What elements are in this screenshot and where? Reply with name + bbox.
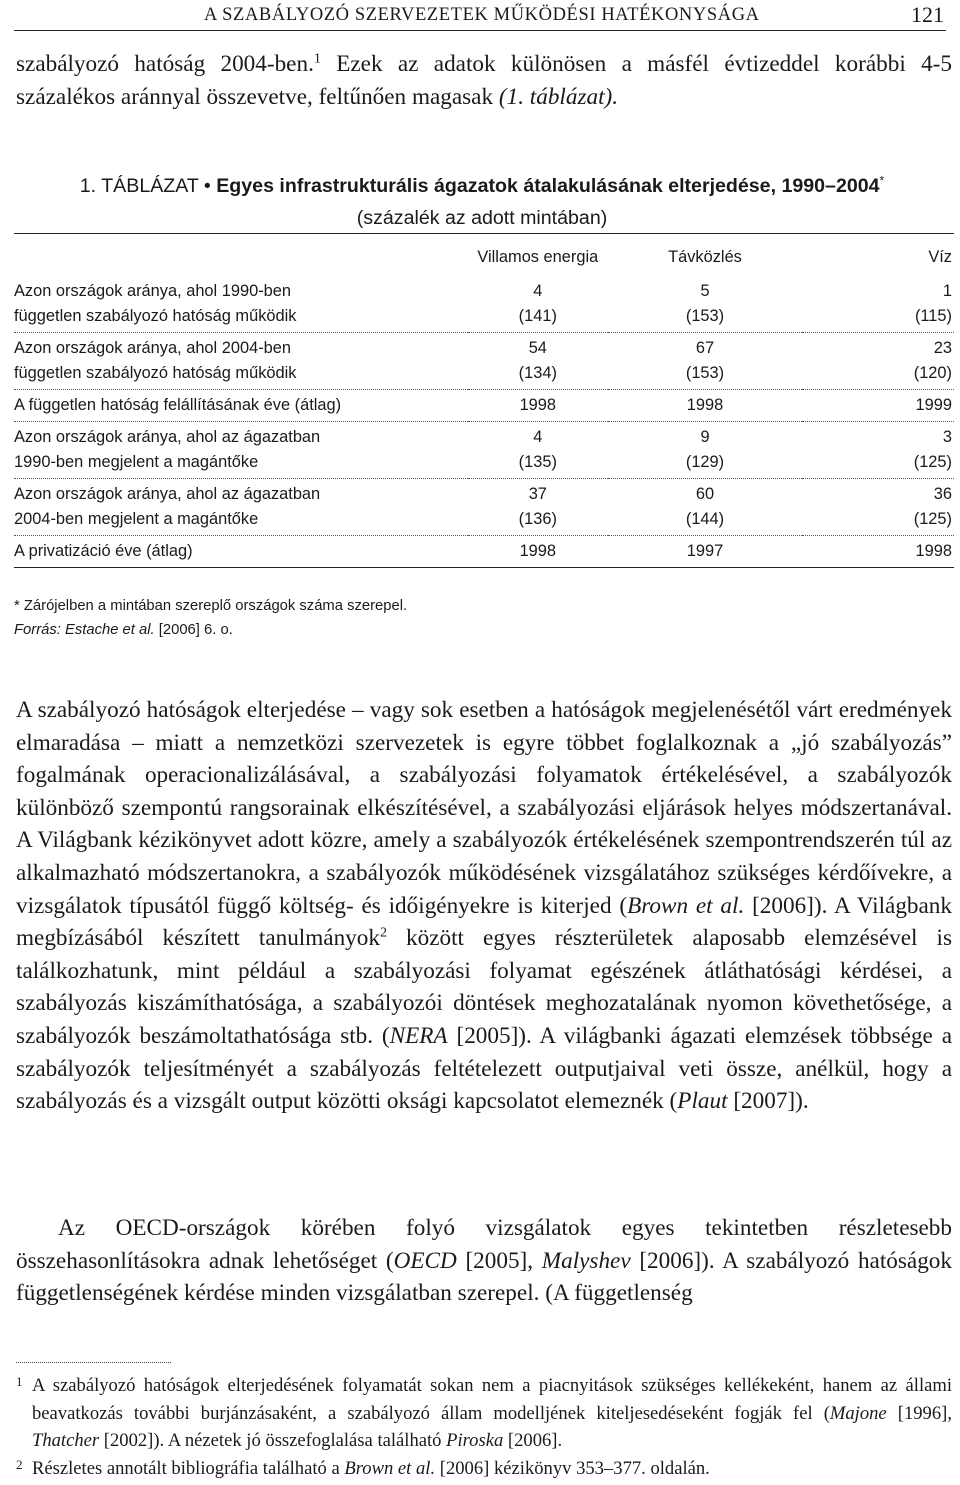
table-row — [14, 422, 954, 479]
source-label: Forrás: Estache et al. — [14, 622, 155, 638]
cell: 23 (120) — [802, 333, 954, 390]
citation: Brown et al. — [627, 892, 745, 919]
caption-star: * — [879, 173, 885, 188]
caption-subtitle: (százalék az adott mintában) — [356, 207, 608, 229]
cell: 67 (153) — [608, 333, 803, 390]
running-title: A SZABÁLYOZÓ SZERVEZETEK MŰKÖDÉSI HATÉKONYSÁGA — [204, 5, 760, 25]
caption-title: Egyes infrastrukturális ágazatok átalakulásának elterjedése, 1990–2004 — [216, 175, 880, 197]
paragraph-intro — [16, 48, 952, 113]
column-header-water: Víz — [928, 248, 952, 266]
cell: 54 (134) — [468, 333, 608, 390]
cell: 5 (153) — [685, 282, 725, 325]
table-row — [14, 390, 954, 422]
cell: 1997 — [608, 536, 803, 568]
cell: 4 (135) — [468, 422, 608, 479]
cell: 1998 — [802, 536, 954, 568]
caption-prefix: 1. TÁBLÁZAT • — [79, 175, 217, 197]
text: Ezek az adatok különösen a másfél évtizeddel korábbi 4-5 százalékos aránnyal összevetve, feltűnően magasak — [16, 51, 952, 110]
cell: 37 (136) — [468, 479, 608, 536]
table-row — [14, 479, 954, 536]
cell: 1 (115) — [914, 282, 952, 325]
column-header-electricity: Villamos energia — [477, 248, 599, 266]
cell: 3 (125) — [802, 422, 954, 479]
data-table — [14, 233, 954, 568]
header-empty — [14, 234, 468, 277]
footnote-2: 2 Részletes annotált bibliográfia található a Brown et al. [2006] kézikönyv 353–377. oldalán. — [16, 1455, 952, 1483]
footnote-ref[interactable]: 1 — [313, 51, 321, 67]
row-label: Azon országok aránya, ahol az ágazatban 1990-ben megjelent a magántőke — [14, 422, 468, 479]
footnote-1: 1 A szabályozó hatóságok elterjedésének folyamatát sokan nem a piacnyitások szükséges kellékeként, hanem az állami beavatkozás további burjánzásaként, a szabályozó állam modelljének kiteljesedéseként fogják fel (Majone [1996], Thatcher [2002]). A nézetek jó összefoglalása található Piroska [2006]. — [16, 1372, 952, 1455]
cell: 1999 — [802, 390, 954, 422]
citation: Brown et al. — [344, 1457, 436, 1479]
paragraph-oecd: Az OECD-országok körében folyó vizsgálatok egyes tekintetben részletesebb összehasonlításokra adnak lehetőséget (OECD [2005], Malyshev [2006]). A szabályozó hatóságok függetlenségének kérdése minden vizsgálatban szerepel. (A függetlenség — [16, 1215, 952, 1307]
table-source — [14, 618, 407, 642]
cell: 4 (141) — [518, 282, 557, 325]
citation: Thatcher — [32, 1430, 100, 1451]
citation: Malyshev — [541, 1247, 631, 1274]
paragraph-main: A szabályozó hatóságok elterjedése – vagy sok esetben a hatóságok megjelenésétől várt eredmények elmaradása – miatt a nemzetközi szervezetek is egyre többet foglalkoznak a „jó szabályozás” fogalmának operacionalizálásával, a szabályozási folyamatok értékelésével, a szabályozók különböző szempontú rangsorainak elkészítésével, a szabályozási eljárások helyes módszertanával. A Világbank kézikönyvet adott közre, amely a szabályozók értékelésének szempontrendszerén túl az alkalmazható módszertanokra, a szabályozók működésének vizsgálatához szükséges kérdőívekre, a vizsgálatok típusától függő költség- és időigényekre is kiterjed (Brown et al. [2006]). A Világbank megbízásából készített tanulmányok$^2$ között egyes részterületek alaposabb elemzésével is találkozhatunk, mint például a szabályozási folyamat egészének átláthatósági kérdései, a szabályozás kiszámíthatósága, a szabályozói döntések meghozatalának nyomon követhetősége, a szabályozók beszámoltathatósága stb. (NERA [2005]). A világbanki ágazati elemzések többsége a szabályozók teljesítményét a szabályozás feltételezett outputjaival veti össze, anélkül, hogy a szabályozás és a vizsgált output közötti oksági kapcsolatot elemeznék (Plaut [2007]). — [16, 697, 952, 1115]
cell: 1998 — [468, 390, 608, 422]
cell: 60 (144) — [608, 479, 803, 536]
table-header-row — [14, 234, 954, 277]
footnotes — [16, 1372, 952, 1482]
table-note: * Zárójelben a mintában szereplő országok száma szerepel. — [14, 598, 408, 614]
table-row — [14, 536, 954, 568]
cell: 9 (129) — [608, 422, 803, 479]
row-label: A független hatóság felállításának éve (átlag) — [14, 390, 468, 422]
citation: NERA — [389, 1022, 448, 1049]
table-caption — [14, 170, 950, 234]
row-label: Azon országok aránya, ahol az ágazatban 2004-ben megjelent a magántőke — [14, 479, 468, 536]
column-header-telecom: Távközlés — [668, 248, 742, 266]
table-notes — [14, 594, 407, 642]
citation: OECD — [393, 1247, 457, 1274]
source-rest: [2006] 6. o. — [154, 622, 233, 638]
table-reference: (1. táblázat). — [498, 83, 619, 110]
row-label: Azon országok aránya, ahol 1990-ben független szabályozó hatóság működik — [14, 282, 297, 325]
running-header — [14, 2, 946, 31]
page-number: 121 — [911, 2, 944, 27]
row-label: A privatizáció éve (átlag) — [14, 536, 468, 568]
table-row — [14, 333, 954, 390]
citation: Majone — [829, 1402, 887, 1424]
citation: Plaut — [677, 1088, 728, 1115]
footnote-number: 2 — [16, 1456, 23, 1472]
cell: 36 (125) — [802, 479, 954, 536]
table-row — [14, 276, 954, 333]
cell: 1998 — [468, 536, 608, 568]
citation: Piroska — [446, 1430, 504, 1451]
row-label: Azon országok aránya, ahol 2004-ben független szabályozó hatóság működik — [14, 333, 468, 390]
footnote-ref[interactable]: 2 — [379, 925, 387, 941]
footnote-number: 1 — [16, 1374, 23, 1389]
text: szabályozó hatóság 2004-ben. — [16, 51, 314, 77]
footnote-separator — [16, 1362, 171, 1363]
cell: 1998 — [608, 390, 803, 422]
